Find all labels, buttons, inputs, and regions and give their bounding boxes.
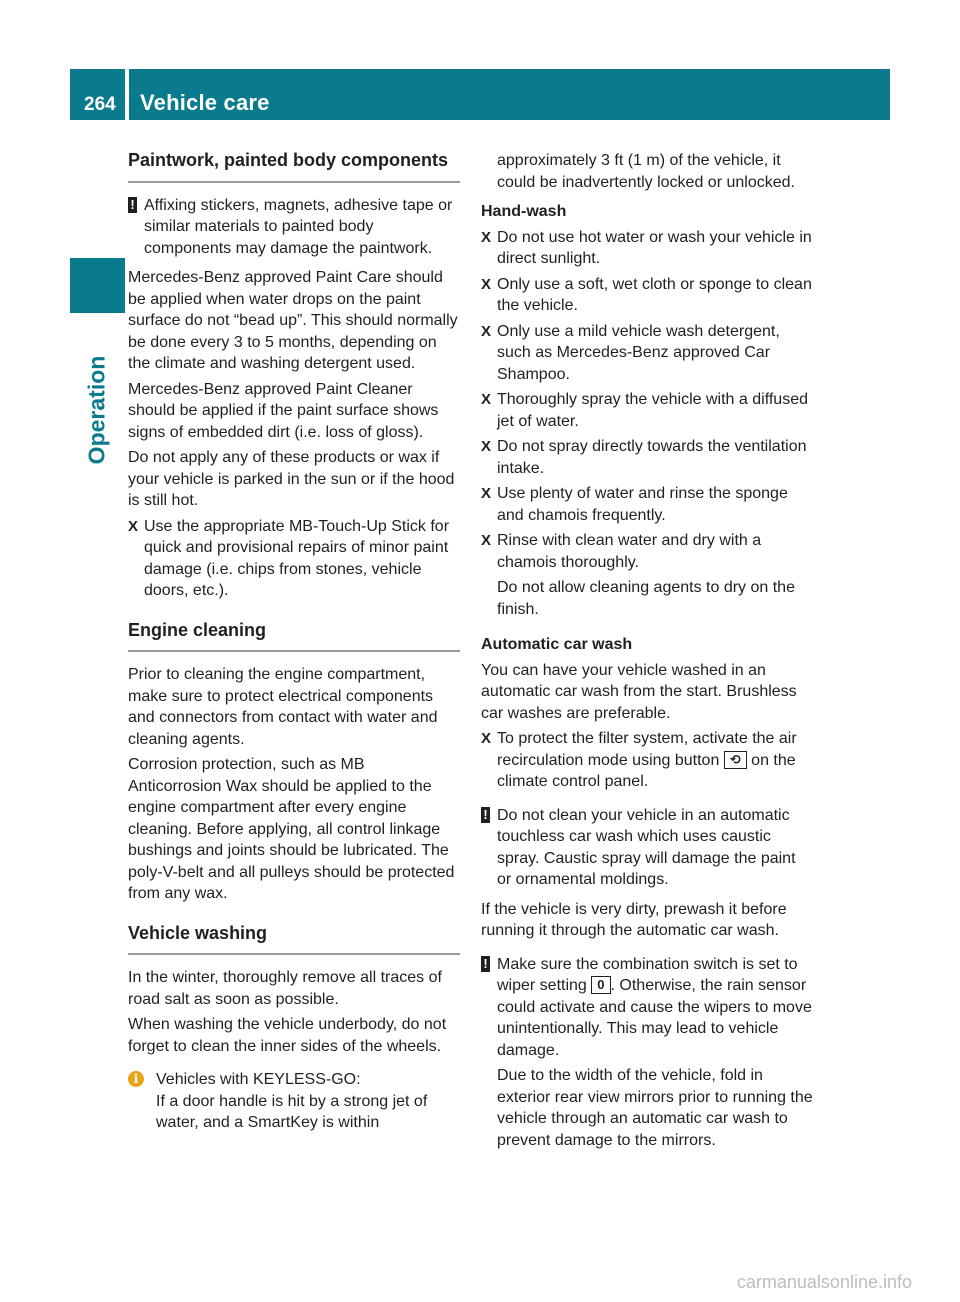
auto-wash-heading: Automatic car wash <box>481 636 633 653</box>
step-arrow-icon: X <box>481 275 492 293</box>
step-arrow-icon: X <box>481 532 492 549</box>
paintwork-warning-text: Affixing stickers, magnets, adhesive tape or similar materials to painted body components may damage the paintwork. <box>144 196 453 257</box>
step-arrow-icon: X <box>481 730 492 747</box>
handwash-step <box>481 227 813 270</box>
wiper-warning <box>481 954 813 1152</box>
header-divider <box>125 69 129 120</box>
warning-icon: ! <box>481 807 490 823</box>
recirculation-button-icon: ⟲ <box>724 751 747 769</box>
step-arrow-icon: X <box>481 391 492 408</box>
handwash-step <box>481 483 813 526</box>
info-line-2: If a door handle is hit by a strong jet of water, and a SmartKey is within <box>156 1092 428 1131</box>
keyless-info-note <box>128 1069 460 1134</box>
paintwork-step <box>128 516 460 602</box>
washing-paragraph-2: When washing the vehicle underbody, do not forget to clean the inner sides of the wheels. <box>128 1016 447 1055</box>
handwash-step-text: Only use a soft, wet cloth or sponge to clean the vehicle. <box>497 275 812 314</box>
handwash-step-text: Thoroughly spray the vehicle with a diffused jet of water. <box>497 391 808 430</box>
paintwork-warning <box>128 195 460 260</box>
engine-heading: Engine cleaning <box>128 620 460 653</box>
warning-icon: ! <box>481 956 490 972</box>
info-line-1: Vehicles with KEYLESS-GO: <box>156 1071 361 1088</box>
handwash-step-text: Only use a mild vehicle wash detergent, such as Mercedes-Benz approved Car Shampoo. <box>497 322 780 383</box>
handwash-step <box>481 274 813 317</box>
engine-paragraph-1: Prior to cleaning the engine compartment, make sure to protect electrical components and connectors from contact with water and cleaning agents. <box>128 666 438 748</box>
warning-icon: ! <box>128 197 137 213</box>
step-arrow-icon: X <box>481 485 492 502</box>
engine-paragraph-2: Corrosion protection, such as MB Anticorrosion Wax should be applied to the engine compartment after every engine cleaning. Before applying, all control linkage bushings and joints should be lubricated. The poly-V-belt and all pulleys should be protected from any wax. <box>128 756 455 902</box>
paintwork-heading: Paintwork, painted body components <box>128 150 460 183</box>
handwash-step-text: Rinse with clean water and dry with a chamois thoroughly. <box>497 532 762 571</box>
info-icon: i <box>128 1071 144 1087</box>
left-column <box>128 150 460 1138</box>
auto-wash-paragraph-2: If the vehicle is very dirty, prewash it before running it through the automatic car wash. <box>481 900 787 939</box>
side-tab-label: Operation <box>83 355 110 465</box>
handwash-step-text: Do not spray directly towards the ventilation intake. <box>497 438 807 477</box>
wiper-setting-icon: 0 <box>591 976 610 994</box>
caustic-warning <box>481 805 813 891</box>
right-column <box>481 150 813 1159</box>
step-arrow-icon: X <box>481 438 492 455</box>
auto-wash-step-text-after: on the climate control panel. <box>497 751 796 790</box>
paintwork-step-text: Use the appropriate MB-Touch-Up Stick for quick and provisional repairs of minor paint damage (i.e. chips from stones, vehicle doors, etc.). <box>144 517 450 599</box>
page-title: Vehicle care <box>140 90 270 115</box>
wiper-warning-text-before: Make sure the combination switch is set to wiper setting <box>497 955 798 994</box>
handwash-step-text: Do not use hot water or wash your vehicle in direct sunlight. <box>497 228 812 267</box>
washing-paragraph-1: In the winter, thoroughly remove all traces of road salt as soon as possible. <box>128 969 442 1008</box>
auto-wash-paragraph-1: You can have your vehicle washed in an automatic car wash from the start. Brushless car washes are preferable. <box>481 661 797 722</box>
page-number: 264 <box>84 94 116 115</box>
caustic-warning-text: Do not clean your vehicle in an automatic touchless car wash which uses caustic spray. Caustic spray will damage the paint or ornamental moldings. <box>497 806 796 888</box>
side-tab-marker <box>70 258 125 313</box>
wiper-warning-text-after: . Otherwise, the rain sensor could activate and cause the wipers to move unintentionally. This may lead to vehicle damage. <box>497 977 812 1059</box>
handwash-heading: Hand-wash <box>481 203 567 220</box>
paintwork-paragraph-1: Mercedes-Benz approved Paint Care should be applied when water drops on the paint surface do not “bead up”. This should normally be done every 3 to 5 months, depending on the climate and washing detergent used. <box>128 269 458 372</box>
handwash-note: Do not allow cleaning agents to dry on the finish. <box>497 579 795 618</box>
handwash-step-text: Use plenty of water and rinse the sponge and chamois frequently. <box>497 485 788 524</box>
handwash-step <box>481 436 813 479</box>
step-arrow-icon: X <box>128 517 139 535</box>
handwash-step <box>481 321 813 386</box>
paintwork-paragraph-2: Mercedes-Benz approved Paint Cleaner should be applied if the paint surface shows signs of embedded dirt (i.e. loss of gloss). <box>128 380 439 441</box>
handwash-step <box>481 530 813 573</box>
step-arrow-icon: X <box>481 228 492 246</box>
info-continued: approximately 3 ft (1 m) of the vehicle, it could be inadvertently locked or unlocked. <box>497 152 795 191</box>
paintwork-paragraph-3: Do not apply any of these products or wax if your vehicle is parked in the sun or if the hood is still hot. <box>128 449 455 509</box>
auto-wash-step-text-before: To protect the filter system, activate the air recirculation mode using button <box>497 730 797 769</box>
watermark: carmanualsonline.info <box>736 1272 912 1292</box>
handwash-step <box>481 389 813 432</box>
step-arrow-icon: X <box>481 322 492 340</box>
auto-wash-step <box>481 728 813 793</box>
mirror-warning-text: Due to the width of the vehicle, fold in exterior rear view mirrors prior to running the vehicle through an automatic car wash to prevent damage to the mirrors. <box>497 1067 813 1149</box>
washing-heading: Vehicle washing <box>128 923 460 956</box>
